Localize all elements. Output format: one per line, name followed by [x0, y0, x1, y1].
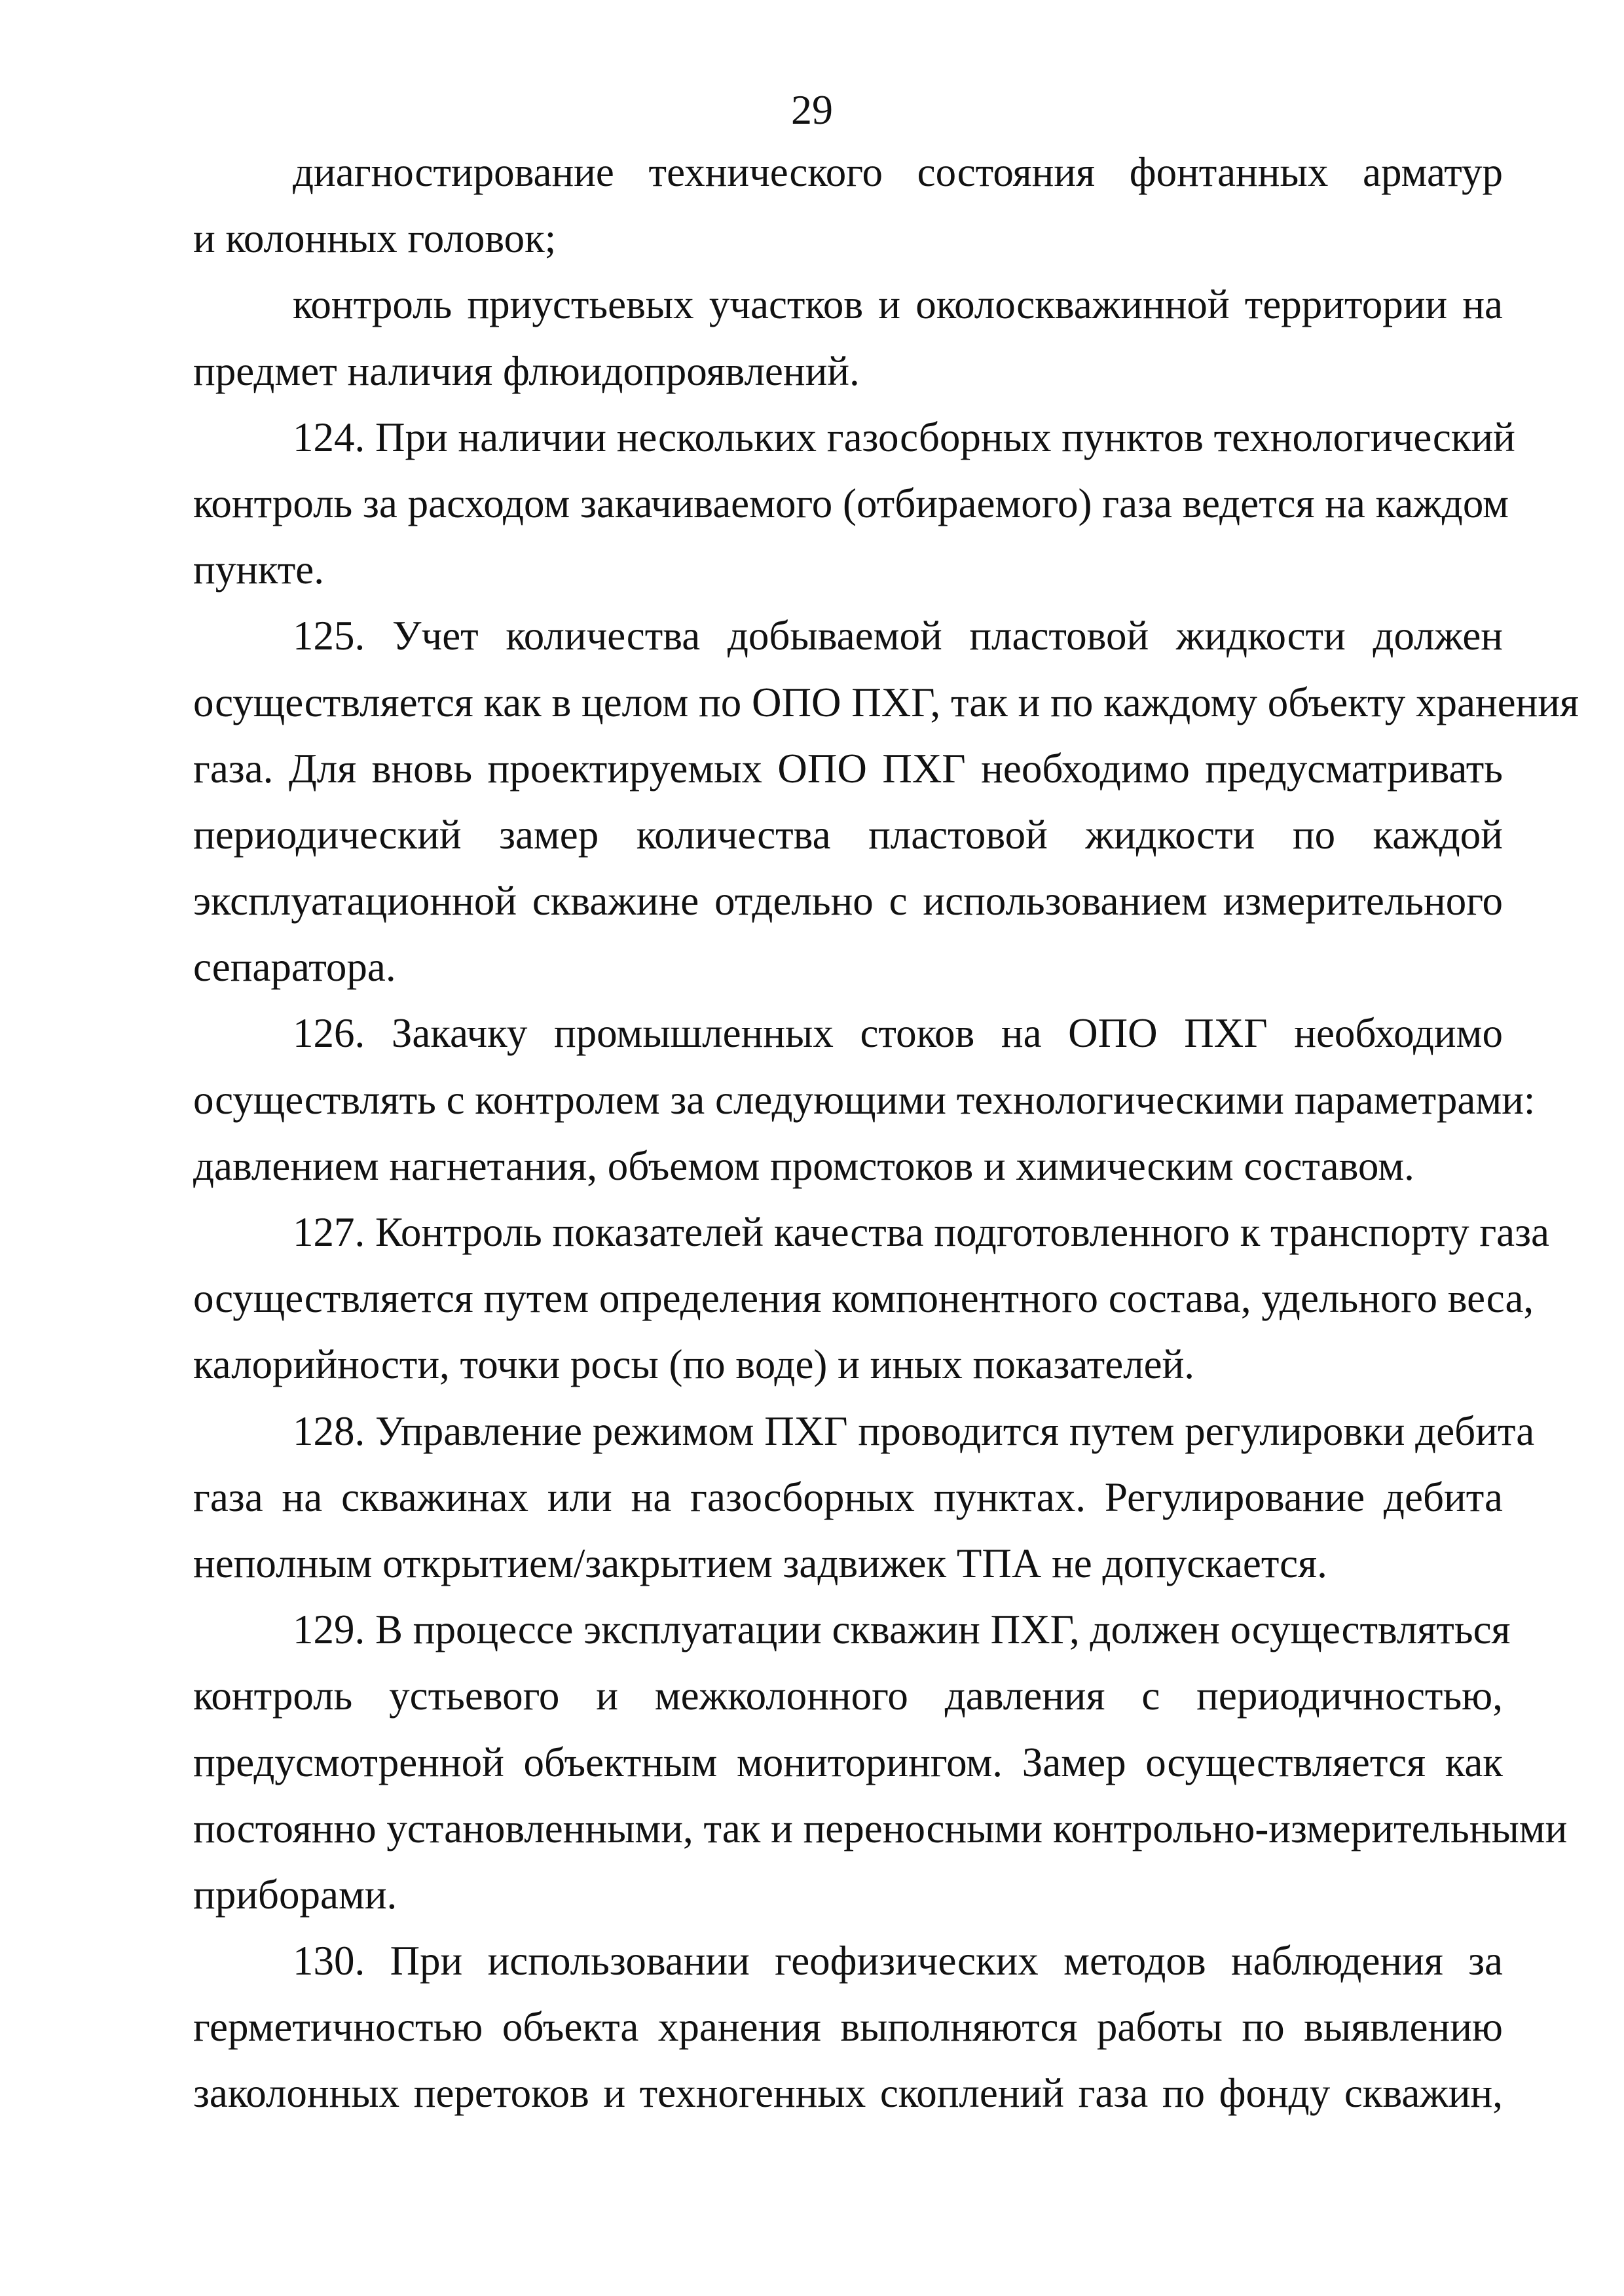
paragraph [193, 139, 1503, 272]
text-line: предмет наличия флюидопроявлений. [193, 348, 860, 394]
text-line: 127. Контроль показателей качества подготовленного к транспорту газа [293, 1209, 1549, 1255]
text-line: осуществляется путем определения компонентного состава, удельного веса, [193, 1275, 1534, 1322]
text-line: 130. При использовании геофизических методов наблюдения за [293, 1938, 1503, 1984]
paragraph [193, 1928, 1503, 2127]
text-line: осуществлять с контролем за следующими технологическими параметрами: [193, 1076, 1536, 1123]
text-line: 128. Управление режимом ПХГ проводится путем регулировки дебита [293, 1408, 1535, 1454]
text-line: осуществляется как в целом по ОПО ПХГ, так и по каждому объекту хранения [193, 679, 1579, 725]
text-line: сепаратора. [193, 944, 396, 991]
paragraph [193, 1000, 1536, 1199]
text-line: 129. В процессе эксплуатации скважин ПХГ, должен осуществляться [293, 1607, 1511, 1653]
document-body [193, 139, 1579, 2127]
paragraph [193, 603, 1579, 1000]
text-line: контроль приустьевых участков и околоскважинной территории на [293, 282, 1503, 328]
text-line: калорийности, точки росы (по воде) и иных показателей. [193, 1341, 1195, 1388]
text-line: газа. Для вновь проектируемых ОПО ПХГ необходимо предусматривать [193, 745, 1503, 792]
text-line: 125. Учет количества добываемой пластовой жидкости должен [293, 613, 1503, 659]
text-line: и колонных головок; [193, 215, 557, 262]
text-line: пункте. [193, 547, 324, 593]
paragraph [193, 1597, 1568, 1928]
text-line: давлением нагнетания, объемом промстоков и химическим составом. [193, 1142, 1414, 1189]
text-line: 126. Закачку промышленных стоков на ОПО ПХГ необходимо [293, 1010, 1503, 1057]
paragraph [193, 1199, 1549, 1398]
paragraph [193, 1398, 1535, 1597]
text-line: 124. При наличии нескольких газосборных пунктов технологический [293, 414, 1515, 460]
text-line: контроль устьевого и межколонного давления с периодичностью, [193, 1673, 1503, 1719]
text-line: приборами. [193, 1871, 397, 1918]
text-line: неполным открытием/закрытием задвижек ТПА не допускается. [193, 1540, 1327, 1586]
text-line: эксплуатационной скважине отдельно с использованием измерительного [193, 878, 1503, 924]
text-line: предусмотренной объектным мониторингом. Замер осуществляется как [193, 1739, 1503, 1785]
text-line: контроль за расходом закачиваемого (отбираемого) газа ведется на каждом [193, 480, 1509, 526]
text-line: периодический замер количества пластовой жидкости по каждой [193, 811, 1503, 858]
paragraph [193, 405, 1515, 604]
paragraph [193, 272, 1503, 404]
text-line: диагностирование технического состояния фонтанных арматур [293, 149, 1503, 195]
text-line: постоянно установленными, так и переносными контрольно-измерительными [193, 1805, 1568, 1851]
text-line: газа на скважинах или на газосборных пунктах. Регулирование дебита [193, 1474, 1503, 1520]
page-number: 29 [791, 86, 833, 133]
text-line: герметичностью объекта хранения выполняются работы по выявлению [193, 2004, 1503, 2050]
text-line: заколонных перетоков и техногенных скоплений газа по фонду скважин, [193, 2070, 1503, 2117]
